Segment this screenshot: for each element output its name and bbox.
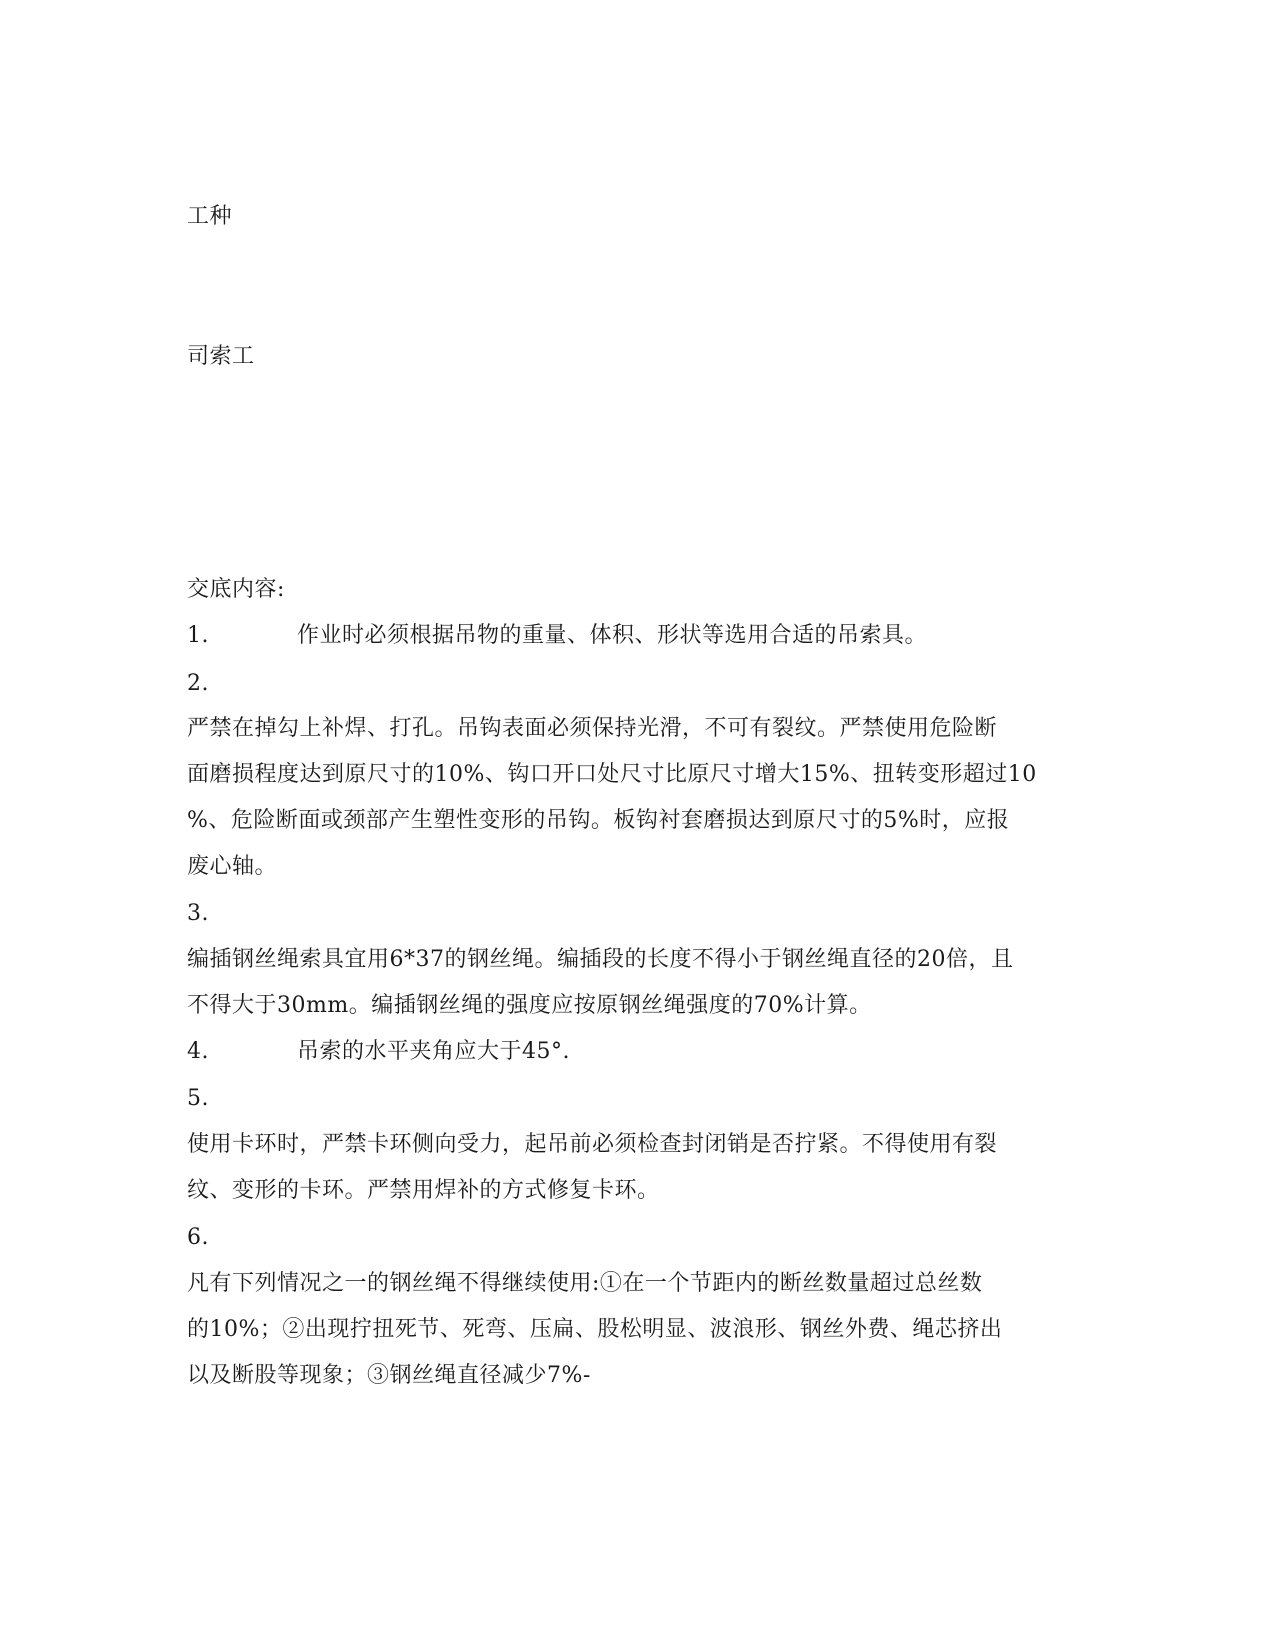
field-value-worktype: 司索工: [187, 344, 255, 369]
item-number: 1.: [187, 623, 209, 648]
item-text: 作业时必须根据吊物的重量、体积、形状等选用合适的吊索具。: [297, 623, 928, 648]
item-2-line-4: 废心轴。: [187, 854, 278, 879]
item-3-line-2: 不得大于30mm。编插钢丝绳的强度应按原钢丝绳强度的70%计算。: [187, 993, 872, 1018]
item-number-5: 5.: [187, 1086, 209, 1111]
item-5-line-2: 纹、变形的卡环。严禁用焊补的方式修复卡环。: [187, 1178, 660, 1203]
item-text: 吊索的水平夹角应大于45°.: [297, 1039, 570, 1064]
item-number-2: 2.: [187, 671, 209, 696]
item-6-line-2: 的10%；②出现拧扭死节、死弯、压扁、股松明显、波浪形、钢丝外费、绳芯挤出: [187, 1317, 1003, 1342]
item-2-line-3: %、危险断面或颈部产生塑性变形的吊钩。板钩衬套磨损达到原尺寸的5%时，应报: [187, 808, 1010, 833]
item-number-3: 3.: [187, 901, 209, 926]
item-number-6: 6.: [187, 1225, 209, 1250]
item-6-line-1: 凡有下列情况之一的钢丝绳不得继续使用:①在一个节距内的断丝数量超过总丝数: [187, 1271, 983, 1296]
item-2-line-1: 严禁在掉勾上补焊、打孔。吊钩表面必须保持光滑，不可有裂纹。严禁使用危险断: [187, 716, 998, 741]
field-label-worktype: 工种: [187, 204, 233, 229]
item-5-line-1: 使用卡环时，严禁卡环侧向受力，起吊前必须检查封闭销是否拧紧。不得使用有裂: [187, 1132, 998, 1157]
item-number: 4.: [187, 1039, 209, 1064]
item-3-line-1: 编插钢丝绳索具宜用6*37的钢丝绳。编插段的长度不得小于钢丝绳直径的20倍，且: [187, 947, 1014, 972]
section-title: 交底内容:: [187, 577, 285, 602]
list-item-4: [187, 1040, 570, 1064]
item-6-line-3: 以及断股等现象；③钢丝绳直径减少7%-: [187, 1363, 591, 1388]
list-item-1: [187, 624, 927, 648]
item-2-line-2: 面磨损程度达到原尺寸的10%、钩口开口处尺寸比原尺寸增大15%、扭转变形超过10: [187, 762, 1037, 787]
